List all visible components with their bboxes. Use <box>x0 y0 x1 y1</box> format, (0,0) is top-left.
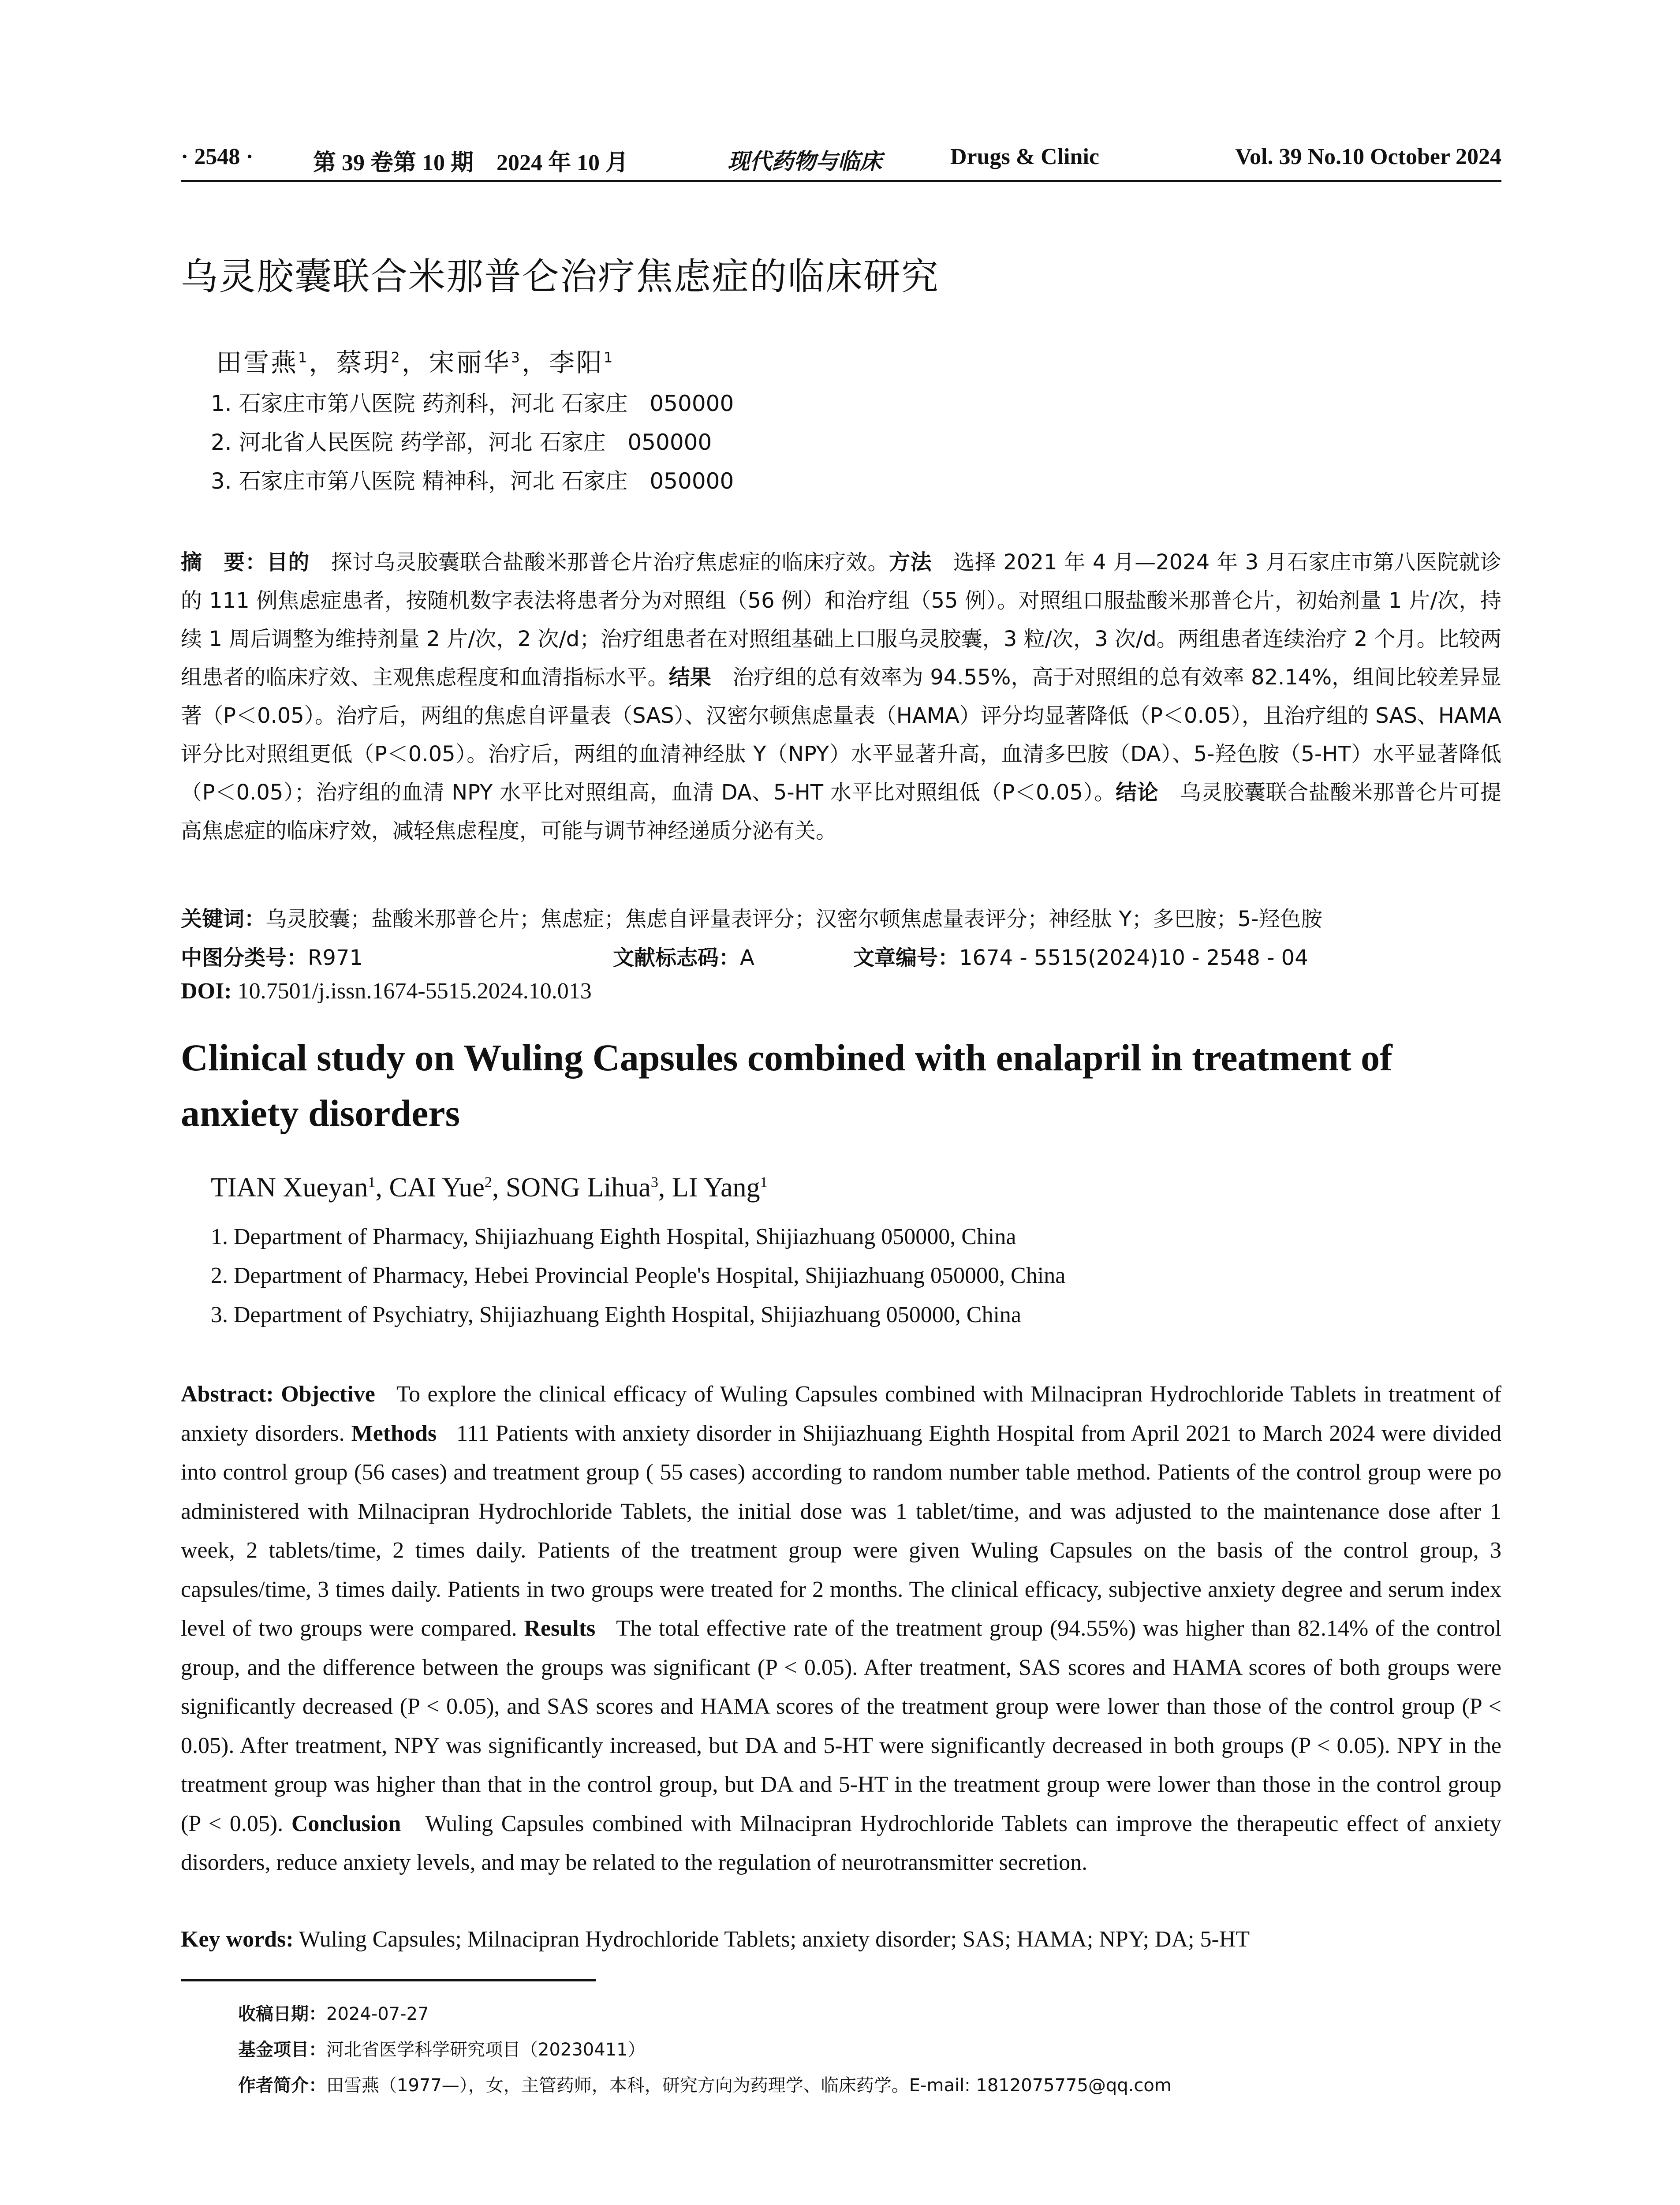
results-label: 结果 <box>668 665 711 690</box>
author-separator: , <box>492 1173 506 1203</box>
author-name: TIAN Xueyan <box>211 1173 368 1203</box>
author-name: LI Yang <box>672 1173 760 1203</box>
footnote-received <box>238 2000 429 2025</box>
journal-name-en: Drugs & Clinic <box>950 144 1099 169</box>
conclusion-text: 乌灵胶囊联合盐酸米那普仑片可提高焦虑症的临床疗效，减轻焦虑程度，可能与调节神经递质分泌有关。 <box>181 780 1501 843</box>
authors-en <box>211 1172 768 1203</box>
authors-cn <box>216 342 614 379</box>
footnote-label: 基金项目： <box>238 2040 326 2060</box>
article-no-label: 文章编号： <box>853 946 959 970</box>
footnote-text: 2024-07-27 <box>326 2004 429 2024</box>
author-sup: 3 <box>650 1174 658 1191</box>
keywords-cn <box>181 902 1322 932</box>
conclusion-text: Wuling Capsules combined with Milnacipran Hydrochloride Tablets can improve the therapeutic effect of anxiety disorders, reduce anxiety levels, and may be related to the regulation of neurotransmitter secretion. <box>181 1811 1502 1875</box>
keywords-label: 关键词： <box>181 907 266 931</box>
affiliation-en: 2. Department of Pharmacy, Hebei Provincial People's Hospital, Shijiazhuang 050000, China <box>211 1263 1066 1288</box>
footnote-funding <box>238 2036 646 2061</box>
author-separator: ， <box>309 348 336 377</box>
page-number: · 2548 · <box>181 144 254 169</box>
title-en: Clinical study on Wuling Capsules combined with enalapril in treatment of anxiety disorders <box>181 1036 1393 1134</box>
results-text: The total effective rate of the treatment group (94.55%) was higher than 82.14% of the control group, and the difference between the groups was significant (P < 0.05). After treatment, SAS scores and HAMA scores of both groups were significantly decreased (P < 0.05), and SAS scores and HAMA scores of the treatment group were lower than those of the control group (P < 0.05). After treatment, NPY was significantly increased, but DA and 5-HT were significantly decreased in both groups (P < 0.05). NPY in the treatment group was higher than that in the control group, but DA and 5-HT in the treatment group were lower than those in the control group (P < 0.05). <box>181 1616 1502 1836</box>
objective-text: 探讨乌灵胶囊联合盐酸米那普仑片治疗焦虑症的临床疗效。 <box>331 550 889 575</box>
keywords-text: 乌灵胶囊；盐酸米那普仑片；焦虑症；焦虑自评量表评分；汉密尔顿焦虑量表评分；神经肽 Y；多巴胺；5-羟色胺 <box>265 907 1322 931</box>
methods-label: Methods <box>351 1420 437 1446</box>
footnote-label: 收稿日期： <box>238 2004 326 2024</box>
author-sup: 3 <box>511 349 522 366</box>
objective-label: Objective <box>281 1382 375 1407</box>
keywords-text: Wuling Capsules; Milnacipran Hydrochloride Tablets; anxiety disorder; SAS; HAMA; NPY; DA; 5-HT <box>299 1927 1250 1952</box>
results-text: 治疗组的总有效率为 94.55%，高于对照组的总有效率 82.14%，组间比较差异显著（P＜0.05）。治疗后，两组的焦虑自评量表（SAS）、汉密尔顿焦虑量表（HAMA）评分均显著降低（P＜0.05），且治疗组的 SAS、HAMA 评分比对照组更低（P＜0.05）。治疗后，两组的血清神经肽 Y（NPY）水平显著升高，血清多巴胺（DA）、5-羟色胺（5-HT）水平显著降低（P＜0.05）；治疗组的血清 NPY 水平比对照组高，血清 DA、5-HT 水平比对照组低（P＜0.05）。 <box>181 665 1501 805</box>
doi-line <box>181 978 592 1004</box>
abstract-label: 摘 要： <box>181 550 267 575</box>
author-sup: 2 <box>484 1174 492 1191</box>
article-no-value: 1674 - 5515(2024)10 - 2548 - 04 <box>959 946 1308 970</box>
objective-label: 目的 <box>266 550 310 575</box>
issue-cn: 第 39 卷第 10 期 2024 年 10 月 <box>313 150 629 176</box>
author-name: 田雪燕 <box>216 348 299 377</box>
author-sup: 1 <box>368 1174 376 1191</box>
footnote-divider <box>181 1979 596 1981</box>
author-name: SONG Lihua <box>505 1173 651 1203</box>
methods-text: 111 Patients with anxiety disorder in Shijiazhuang Eighth Hospital from April 2021 to March 2024 were divided into control group (56 cases) and treatment group ( 55 cases) according to random number table method. Patients of the control group were po administered with Milnacipran Hydrochloride Tablets, the initial dose was 1 tablet/time, and was adjusted to the maintenance dose after 1 week, 2 tablets/time, 2 times daily. Patients of the treatment group were given Wuling Capsules on the basis of the control group, 3 capsules/time, 3 times daily. Patients in two groups were treated for 2 months. The clinical efficacy, subjective anxiety degree and serum index level of two groups were compared. <box>181 1420 1502 1641</box>
abstract-cn <box>181 543 1501 850</box>
affiliation-cn: 3. 石家庄市第八医院 精神科，河北 石家庄 050000 <box>211 468 734 494</box>
author-separator: , <box>658 1173 672 1203</box>
author-separator: ， <box>401 348 429 377</box>
journal-name-cn: 现代药物与临床 <box>728 149 882 174</box>
doi-label: DOI: <box>181 979 232 1004</box>
author-separator: , <box>375 1173 389 1203</box>
author-separator: ， <box>521 348 549 377</box>
methods-label: 方法 <box>889 550 932 575</box>
author-sup: 2 <box>391 349 402 366</box>
affiliation-cn: 2. 河北省人民医院 药学部，河北 石家庄 050000 <box>211 430 712 455</box>
title-cn: 乌灵胶囊联合米那普仑治疗焦虑症的临床研究 <box>181 255 940 298</box>
abstract-label: Abstract: <box>181 1382 274 1407</box>
affiliation-en: 3. Department of Psychiatry, Shijiazhuang Eighth Hospital, Shijiazhuang 050000, China <box>211 1302 1022 1327</box>
running-header <box>181 140 1501 182</box>
doc-code-value: A <box>740 946 754 970</box>
author-sup: 1 <box>298 349 309 366</box>
keywords-en <box>181 1926 1250 1952</box>
keywords-label: Key words: <box>181 1927 294 1952</box>
doc-code-label: 文献标志码： <box>613 946 740 970</box>
author-sup: 1 <box>760 1174 768 1191</box>
footnote-text: 河北省医学科学研究项目（20230411） <box>326 2040 646 2060</box>
conclusion-label: 结论 <box>1115 780 1159 805</box>
author-name: 蔡玥 <box>336 348 391 377</box>
conclusion-label: Conclusion <box>291 1811 401 1836</box>
author-name: CAI Yue <box>389 1173 485 1203</box>
author-sup: 1 <box>604 349 615 366</box>
doi-value: 10.7501/j.issn.1674-5515.2024.10.013 <box>237 979 592 1004</box>
results-label: Results <box>524 1616 596 1641</box>
footnote-text: 田雪燕（1977—），女，主管药师，本科，研究方向为药理学、临床药学。E-mail: 1812075775@qq.com <box>326 2075 1172 2096</box>
author-name: 宋丽华 <box>429 348 511 377</box>
clc-value: R971 <box>308 946 363 970</box>
affiliation-en: 1. Department of Pharmacy, Shijiazhuang Eighth Hospital, Shijiazhuang 050000, China <box>211 1224 1016 1249</box>
footnote-label: 作者简介： <box>238 2075 326 2096</box>
footnote-author-bio <box>238 2071 1172 2097</box>
methods-text: 选择 2021 年 4 月—2024 年 3 月石家庄市第八医院就诊的 111 例焦虑症患者，按随机数字表法将患者分为对照组（56 例）和治疗组（55 例）。对照组口服盐酸米那普仑片，初始剂量 1 片/次，持续 1 周后调整为维持剂量 2 片/次，2 次/d；治疗组患者在对照组基础上口服乌灵胶囊，3 粒/次，3 次/d。两组患者连续治疗 2 个月。比较两组患者的临床疗效、主观焦虑程度和血清指标水平。 <box>181 550 1501 690</box>
clc-label: 中图分类号： <box>181 946 308 970</box>
abstract-en <box>181 1375 1501 1883</box>
author-name: 李阳 <box>549 348 604 377</box>
objective-text: To explore the clinical efficacy of Wuling Capsules combined with Milnacipran Hydrochloride Tablets in treatment of anxiety disorders. <box>181 1382 1502 1446</box>
volume-en: Vol. 39 No.10 October 2024 <box>1235 144 1501 169</box>
classification-line <box>181 941 1308 971</box>
affiliation-cn: 1. 石家庄市第八医院 药剂科，河北 石家庄 050000 <box>211 391 734 416</box>
